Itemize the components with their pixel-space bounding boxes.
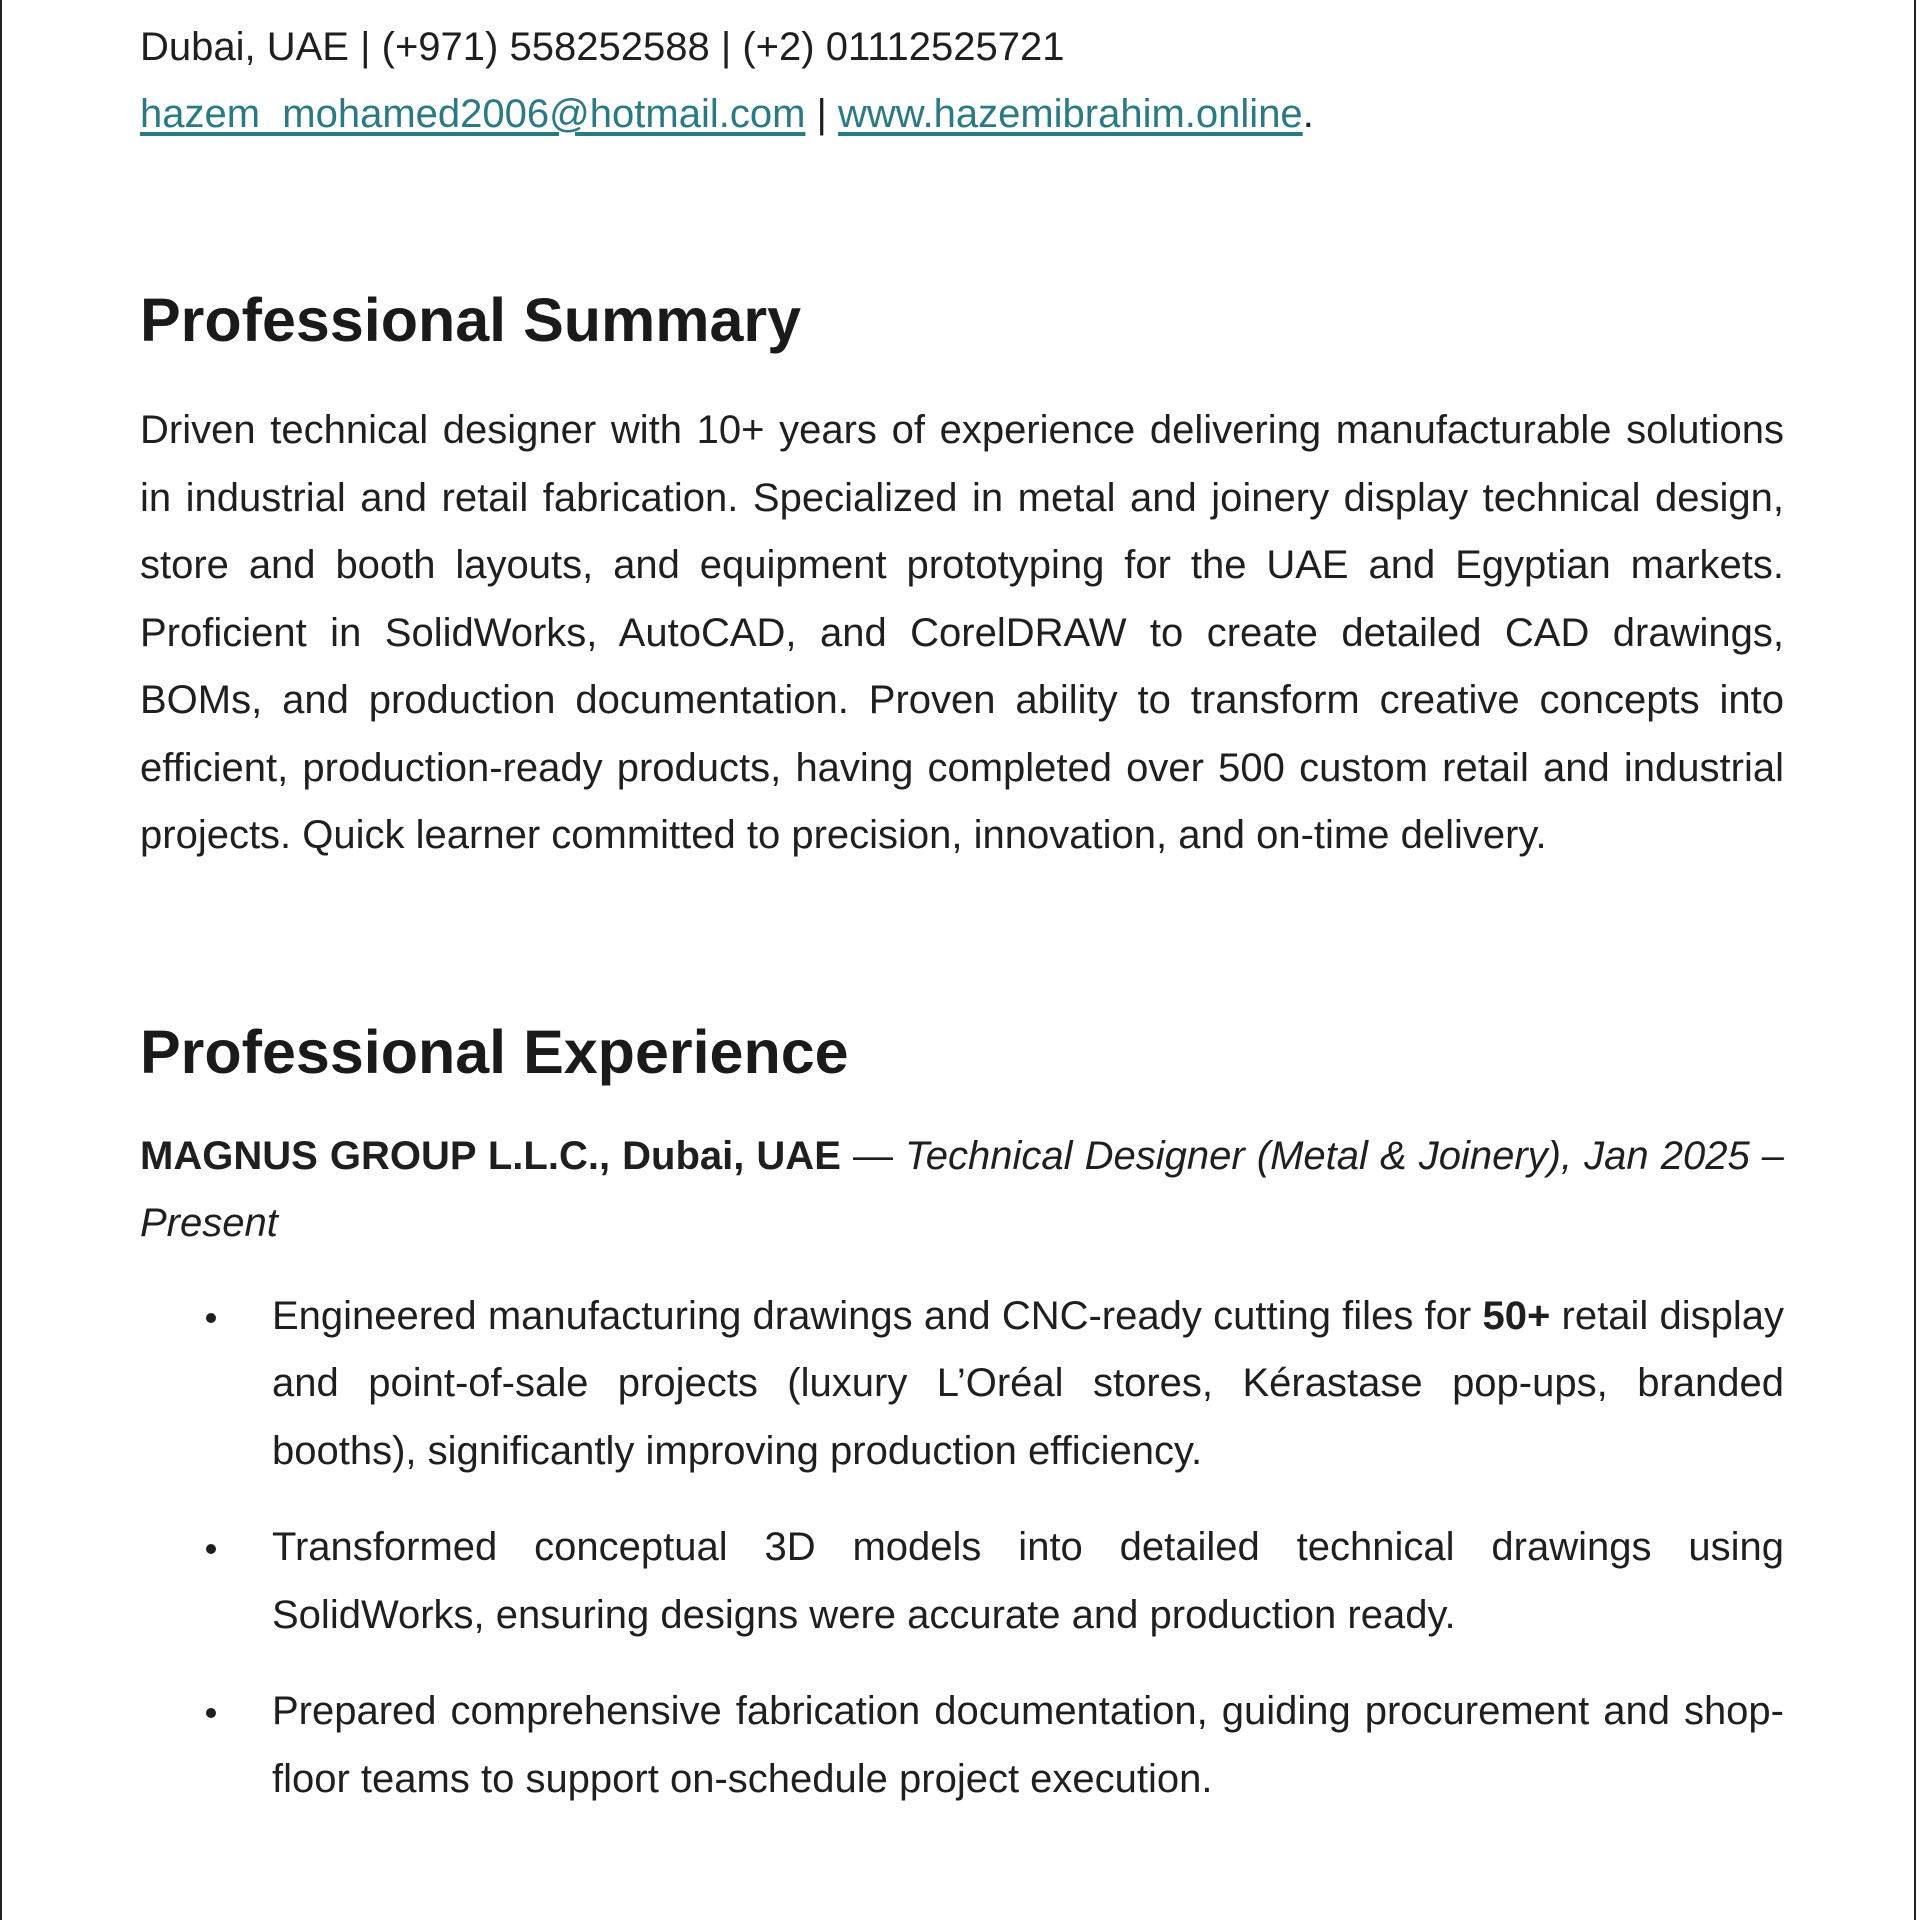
- job-dash: —: [840, 1133, 906, 1178]
- experience-heading: Professional Experience: [140, 1017, 849, 1086]
- email-link[interactable]: hazem_mohamed2006@hotmail.com: [140, 92, 806, 136]
- bullet-icon: [206, 1313, 216, 1323]
- resume-content: [140, 14, 1784, 1842]
- phone-uae: (+971) 558252588: [381, 25, 710, 69]
- list-item: [140, 1514, 1784, 1649]
- job-role: Technical Designer (Metal & Joinery), Jan 2025 – Present: [140, 1133, 1784, 1245]
- separator: |: [816, 92, 827, 136]
- list-item: [140, 1283, 1784, 1486]
- bullet-text: Prepared comprehensive fabrication documentation, guiding procurement and shop-floor teams to support on-schedule project execution.: [272, 1689, 1784, 1801]
- phone-egypt: (+2) 01112525721: [742, 25, 1065, 69]
- bullet-text-post: retail display and point-of-sale projects (luxury L’Oréal stores, Kérastase pop-ups, branded booths), significantly improving production efficiency.: [272, 1293, 1785, 1473]
- separator: |: [360, 25, 371, 69]
- summary-text: Driven technical designer with 10+ years of experience delivering manufacturable solutions in industrial and retail fabrication. Specialized in metal and joinery display technical design, store and booth layouts, and equipment prototyping for the UAE and Egyptian markets. Proficient in SolidWorks, AutoCAD, and CorelDRAW to create detailed CAD drawings, BOMs, and production documentation. Proven ability to transform creative concepts into efficient, production-ready products, having completed over 500 custom retail and industrial projects. Quick learner committed to precision, innovation, and on-time delivery.: [140, 408, 1784, 857]
- bullet-icon: [206, 1544, 216, 1554]
- bullet-text: Transformed conceptual 3D models into detailed technical drawings using SolidWorks, ensuring designs were accurate and production ready.: [272, 1525, 1784, 1637]
- contact-line-links: [140, 81, 1784, 148]
- bullet-text-pre: Engineered manufacturing drawings and CNC-ready cutting files for: [272, 1293, 1483, 1338]
- job-bullets: [140, 1283, 1784, 1814]
- separator: |: [720, 25, 732, 69]
- bullet-icon: [206, 1708, 216, 1718]
- summary-heading: Professional Summary: [140, 286, 802, 354]
- list-item: [140, 1678, 1784, 1813]
- location: Dubai, UAE: [140, 25, 349, 69]
- contact-line-phones: [140, 14, 1784, 81]
- job-header: [140, 1123, 1784, 1257]
- bullet-text-bold: 50+: [1482, 1293, 1551, 1338]
- website-link[interactable]: www.hazemibrahim.online: [838, 92, 1303, 136]
- job-company: MAGNUS GROUP L.L.C., Dubai, UAE: [140, 1133, 841, 1178]
- trailing-period: .: [1302, 92, 1314, 136]
